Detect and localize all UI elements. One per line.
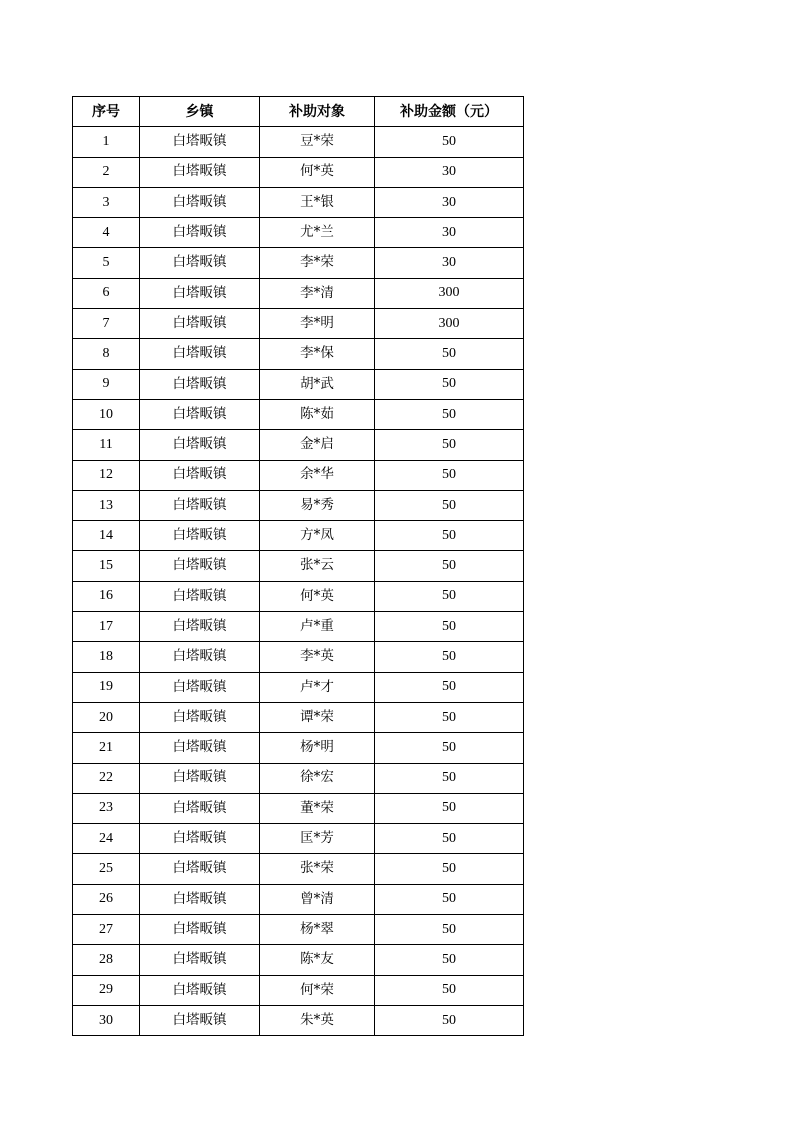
table-row: [73, 1005, 524, 1035]
cell-serial-number: 21: [73, 733, 140, 763]
cell-township: 白塔畈镇: [140, 399, 260, 429]
table-row: [73, 793, 524, 823]
cell-township: 白塔畈镇: [140, 975, 260, 1005]
table-row: [73, 127, 524, 157]
cell-township: 白塔畈镇: [140, 339, 260, 369]
table-row: [73, 490, 524, 520]
table-row: [73, 915, 524, 945]
cell-amount: 50: [375, 854, 524, 884]
table-row: [73, 369, 524, 399]
table-row: [73, 218, 524, 248]
cell-serial-number: 10: [73, 399, 140, 429]
cell-serial-number: 24: [73, 824, 140, 854]
table-row: [73, 854, 524, 884]
cell-amount: 50: [375, 793, 524, 823]
cell-recipient: 李*清: [260, 278, 375, 308]
cell-recipient: 何*英: [260, 157, 375, 187]
cell-recipient: 李*保: [260, 339, 375, 369]
cell-township: 白塔畈镇: [140, 248, 260, 278]
cell-serial-number: 13: [73, 490, 140, 520]
cell-amount: 30: [375, 187, 524, 217]
cell-township: 白塔畈镇: [140, 733, 260, 763]
cell-township: 白塔畈镇: [140, 612, 260, 642]
cell-recipient: 匡*芳: [260, 824, 375, 854]
cell-recipient: 朱*英: [260, 1005, 375, 1035]
cell-amount: 50: [375, 763, 524, 793]
cell-serial-number: 28: [73, 945, 140, 975]
cell-serial-number: 9: [73, 369, 140, 399]
header-amount: 补助金额（元）: [375, 97, 524, 127]
table-row: [73, 339, 524, 369]
cell-recipient: 王*银: [260, 187, 375, 217]
cell-serial-number: 3: [73, 187, 140, 217]
cell-recipient: 陈*友: [260, 945, 375, 975]
cell-amount: 50: [375, 551, 524, 581]
cell-amount: 50: [375, 612, 524, 642]
cell-township: 白塔畈镇: [140, 581, 260, 611]
table-body: [73, 127, 524, 1036]
cell-amount: 50: [375, 581, 524, 611]
cell-recipient: 谭*荣: [260, 702, 375, 732]
cell-recipient: 徐*宏: [260, 763, 375, 793]
cell-amount: 50: [375, 369, 524, 399]
table-header-row: [73, 97, 524, 127]
cell-serial-number: 4: [73, 218, 140, 248]
cell-township: 白塔畈镇: [140, 218, 260, 248]
cell-serial-number: 14: [73, 521, 140, 551]
table-row: [73, 884, 524, 914]
cell-serial-number: 23: [73, 793, 140, 823]
cell-amount: 50: [375, 521, 524, 551]
cell-recipient: 李*明: [260, 309, 375, 339]
cell-recipient: 胡*武: [260, 369, 375, 399]
cell-township: 白塔畈镇: [140, 309, 260, 339]
cell-recipient: 余*华: [260, 460, 375, 490]
table-row: [73, 187, 524, 217]
cell-amount: 30: [375, 248, 524, 278]
table-row: [73, 824, 524, 854]
cell-serial-number: 15: [73, 551, 140, 581]
cell-serial-number: 8: [73, 339, 140, 369]
cell-serial-number: 27: [73, 915, 140, 945]
cell-recipient: 李*英: [260, 642, 375, 672]
cell-amount: 50: [375, 915, 524, 945]
cell-township: 白塔畈镇: [140, 884, 260, 914]
table-row: [73, 278, 524, 308]
cell-serial-number: 1: [73, 127, 140, 157]
cell-serial-number: 11: [73, 430, 140, 460]
table-row: [73, 642, 524, 672]
cell-township: 白塔畈镇: [140, 945, 260, 975]
cell-recipient: 董*荣: [260, 793, 375, 823]
cell-serial-number: 7: [73, 309, 140, 339]
cell-amount: 50: [375, 339, 524, 369]
cell-amount: 50: [375, 884, 524, 914]
table-row: [73, 581, 524, 611]
cell-recipient: 张*荣: [260, 854, 375, 884]
subsidy-table: [72, 96, 524, 1036]
table-row: [73, 430, 524, 460]
header-township: 乡镇: [140, 97, 260, 127]
cell-serial-number: 12: [73, 460, 140, 490]
cell-township: 白塔畈镇: [140, 521, 260, 551]
cell-amount: 30: [375, 218, 524, 248]
cell-amount: 300: [375, 278, 524, 308]
cell-amount: 50: [375, 945, 524, 975]
cell-township: 白塔畈镇: [140, 430, 260, 460]
table-row: [73, 975, 524, 1005]
cell-amount: 50: [375, 642, 524, 672]
cell-recipient: 金*启: [260, 430, 375, 460]
table-row: [73, 945, 524, 975]
cell-recipient: 杨*翠: [260, 915, 375, 945]
cell-amount: 50: [375, 824, 524, 854]
table-row: [73, 248, 524, 278]
cell-recipient: 豆*荣: [260, 127, 375, 157]
cell-recipient: 尤*兰: [260, 218, 375, 248]
cell-serial-number: 6: [73, 278, 140, 308]
cell-recipient: 杨*明: [260, 733, 375, 763]
header-serial-number: 序号: [73, 97, 140, 127]
cell-amount: 50: [375, 399, 524, 429]
cell-recipient: 易*秀: [260, 490, 375, 520]
cell-serial-number: 30: [73, 1005, 140, 1035]
cell-amount: 300: [375, 309, 524, 339]
cell-serial-number: 16: [73, 581, 140, 611]
table-row: [73, 612, 524, 642]
cell-recipient: 何*英: [260, 581, 375, 611]
cell-serial-number: 19: [73, 672, 140, 702]
table-row: [73, 460, 524, 490]
cell-township: 白塔畈镇: [140, 187, 260, 217]
cell-township: 白塔畈镇: [140, 1005, 260, 1035]
cell-serial-number: 18: [73, 642, 140, 672]
table-row: [73, 521, 524, 551]
table-row: [73, 672, 524, 702]
cell-serial-number: 26: [73, 884, 140, 914]
cell-amount: 50: [375, 1005, 524, 1035]
cell-amount: 50: [375, 490, 524, 520]
header-recipient: 补助对象: [260, 97, 375, 127]
cell-township: 白塔畈镇: [140, 702, 260, 732]
cell-serial-number: 20: [73, 702, 140, 732]
cell-township: 白塔畈镇: [140, 824, 260, 854]
cell-recipient: 卢*重: [260, 612, 375, 642]
cell-serial-number: 29: [73, 975, 140, 1005]
cell-recipient: 李*荣: [260, 248, 375, 278]
cell-township: 白塔畈镇: [140, 793, 260, 823]
cell-recipient: 曾*清: [260, 884, 375, 914]
cell-township: 白塔畈镇: [140, 127, 260, 157]
table-row: [73, 399, 524, 429]
cell-amount: 50: [375, 975, 524, 1005]
cell-township: 白塔畈镇: [140, 642, 260, 672]
cell-serial-number: 25: [73, 854, 140, 884]
table-row: [73, 702, 524, 732]
table-row: [73, 309, 524, 339]
cell-township: 白塔畈镇: [140, 915, 260, 945]
cell-township: 白塔畈镇: [140, 157, 260, 187]
cell-recipient: 陈*茹: [260, 399, 375, 429]
cell-recipient: 何*荣: [260, 975, 375, 1005]
cell-amount: 50: [375, 672, 524, 702]
cell-serial-number: 17: [73, 612, 140, 642]
cell-serial-number: 22: [73, 763, 140, 793]
cell-amount: 50: [375, 702, 524, 732]
table-row: [73, 733, 524, 763]
cell-amount: 50: [375, 460, 524, 490]
cell-township: 白塔畈镇: [140, 672, 260, 702]
cell-amount: 50: [375, 430, 524, 460]
table-row: [73, 551, 524, 581]
cell-township: 白塔畈镇: [140, 490, 260, 520]
table-row: [73, 763, 524, 793]
cell-township: 白塔畈镇: [140, 551, 260, 581]
cell-serial-number: 2: [73, 157, 140, 187]
cell-amount: 30: [375, 157, 524, 187]
cell-recipient: 张*云: [260, 551, 375, 581]
cell-recipient: 方*凤: [260, 521, 375, 551]
table-row: [73, 157, 524, 187]
cell-recipient: 卢*才: [260, 672, 375, 702]
cell-township: 白塔畈镇: [140, 278, 260, 308]
cell-serial-number: 5: [73, 248, 140, 278]
cell-amount: 50: [375, 127, 524, 157]
cell-township: 白塔畈镇: [140, 763, 260, 793]
cell-township: 白塔畈镇: [140, 369, 260, 399]
cell-amount: 50: [375, 733, 524, 763]
cell-township: 白塔畈镇: [140, 460, 260, 490]
cell-township: 白塔畈镇: [140, 854, 260, 884]
